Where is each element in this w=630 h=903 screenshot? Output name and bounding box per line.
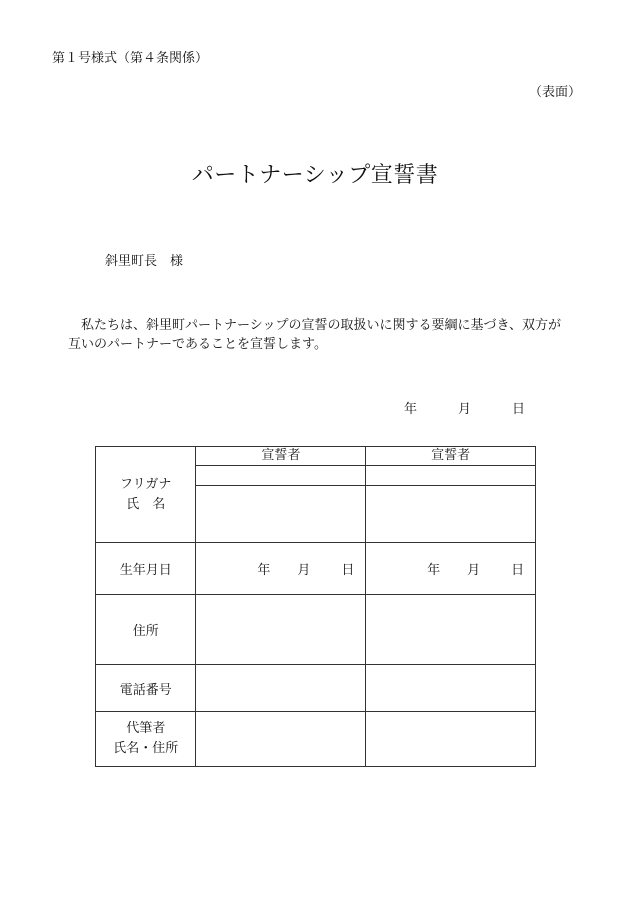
birth-b-year: 年 xyxy=(427,563,441,578)
declarant-b-name-field[interactable] xyxy=(366,486,536,543)
proxy-row xyxy=(96,712,536,767)
declarant-a-name-field[interactable] xyxy=(196,486,366,543)
form-number: 第１号様式（第４条関係） xyxy=(52,51,209,66)
proxy-label-cell xyxy=(96,712,196,767)
name-label-cell xyxy=(96,447,196,543)
side-label: （表面） xyxy=(529,85,582,100)
tel-row xyxy=(96,665,536,712)
declaration-date xyxy=(404,398,525,417)
declarant-a-birth-field[interactable] xyxy=(196,543,366,595)
declarant-b-tel-field[interactable] xyxy=(366,665,536,712)
birth-a-day: 日 xyxy=(341,563,355,578)
name-label: 氏 名 xyxy=(126,496,166,512)
tel-label: 電話番号 xyxy=(96,665,196,712)
declarant-a-proxy-field[interactable] xyxy=(196,712,366,767)
furigana-label: フリガナ xyxy=(120,476,172,492)
birth-b-day: 日 xyxy=(511,563,525,578)
declarant-b-furigana-field[interactable] xyxy=(366,466,536,486)
birth-a-month: 月 xyxy=(297,563,311,578)
declarant-a-address-field[interactable] xyxy=(196,595,366,665)
table-header-row xyxy=(96,447,536,466)
declarant-table xyxy=(95,446,536,767)
address-label: 住所 xyxy=(96,595,196,665)
proxy-label-1: 代筆者 xyxy=(126,721,166,736)
birth-row xyxy=(96,543,536,595)
birth-a-year: 年 xyxy=(257,563,271,578)
declaration-line-2: 互いのパートナーであることを宣誓します。 xyxy=(68,337,327,352)
declarant-b-header: 宣誓者 xyxy=(366,447,536,466)
address-row xyxy=(96,595,536,665)
date-year: 年 xyxy=(404,402,418,417)
date-day: 日 xyxy=(512,402,526,417)
declaration-line-1: 私たちは、斜里町パートナーシップの宣誓の取扱いに関する要綱に基づき、双方が xyxy=(81,318,561,333)
birth-b-month: 月 xyxy=(467,563,481,578)
declarant-a-header: 宣誓者 xyxy=(196,447,366,466)
declarant-b-proxy-field[interactable] xyxy=(366,712,536,767)
declarant-b-address-field[interactable] xyxy=(366,595,536,665)
document-title: パートナーシップ宣誓書 xyxy=(191,163,439,188)
declarant-a-tel-field[interactable] xyxy=(196,665,366,712)
proxy-label-2: 氏名・住所 xyxy=(113,741,179,756)
declarant-b-birth-field[interactable] xyxy=(366,543,536,595)
declarant-a-furigana-field[interactable] xyxy=(196,466,366,486)
date-month: 月 xyxy=(458,402,472,417)
addressee: 斜里町長 様 xyxy=(105,254,184,269)
birth-label: 生年月日 xyxy=(96,543,196,595)
declaration-text xyxy=(68,316,588,354)
